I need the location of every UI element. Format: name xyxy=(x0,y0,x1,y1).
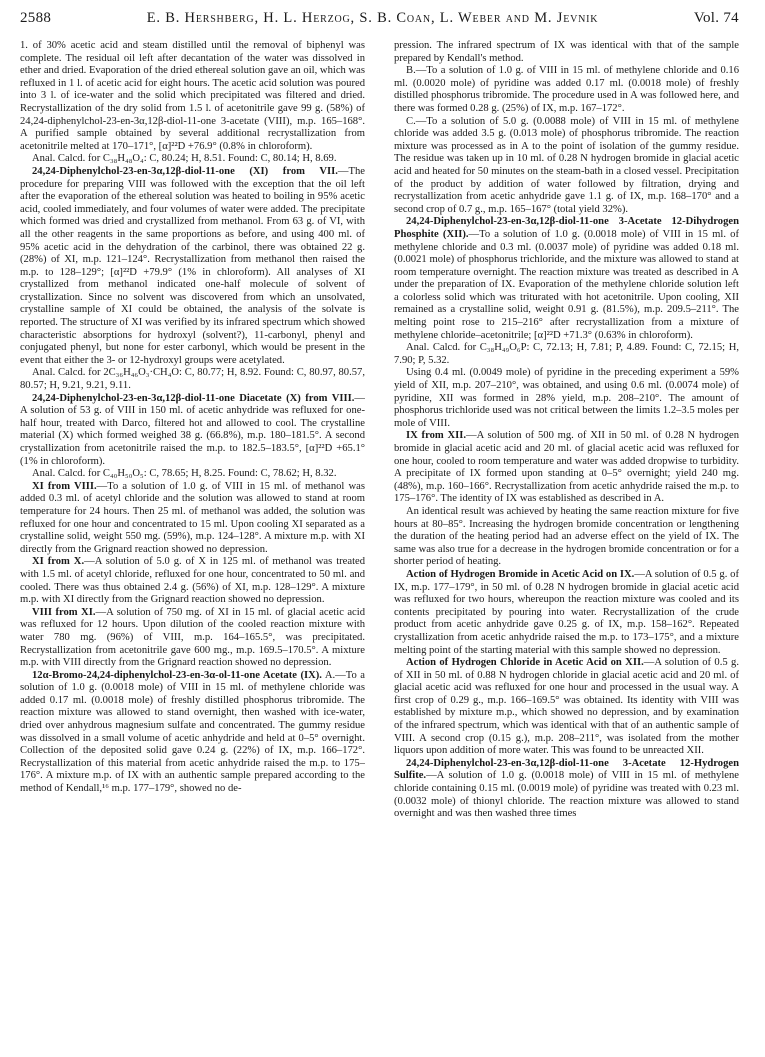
paragraph-text: B.—To a solution of 1.0 g. of VIII in 15 ml. of methylene chloride and 0.16 ml. (0.0020 mole) of pyridine was added 0.17 ml. (0.0018 mole) of freshly distilled phosphorus tribromide. The procedure used in A was followed here, and there was formed 0.28 g. (25%) of IX, m.p. 167–172°. xyxy=(394,65,739,114)
paragraph xyxy=(394,40,739,65)
paragraph-heading: VIII from XI. xyxy=(32,606,96,618)
paragraph-heading: XI from VIII. xyxy=(32,480,97,492)
paragraph xyxy=(20,670,365,796)
paragraph-text: —A solution of 0.5 g. of IX, m.p. 177–179°, in 50 ml. of 0.28 N hydrogen bromide in glacial acetic acid was refluxed for two hours, whereupon the reaction mixture was cooled and its contents precipitated by pouring into water. Recrystallization of the crude product from acetic anhydride gave 0.25 g. of IX, m.p. 158–162°. Repeated crystallization from acetic anhydride raised the m.p. to 173–175°, and a mixture melting point of the starting material with this sample showed no depression. xyxy=(394,568,739,656)
paragraph-text: Using 0.4 ml. (0.0049 mole) of pyridine in the preceding experiment a 59% yield of XII, m.p. 207–210°, was obtained, and using 0.6 ml. (0.0074 mole) of pyridine, XII was formed in 28% yield, m.p. 208–210°. The amount of phosphorus trichloride used was not critical between the limits 1.2–3.5 moles per mole of VIII. xyxy=(394,367,739,429)
paragraph-heading: XI from X. xyxy=(32,556,85,568)
left-column xyxy=(20,40,365,1050)
paragraph xyxy=(394,506,739,569)
paragraph-text: —A solution of 500 mg. of XII in 50 ml. of 0.28 N hydrogen bromide in glacial acetic acid and 20 ml. of glacial acetic acid was refluxed for one hour, cooled to room temperature and water was added dropwise to turbidity. A precipitate of IX formed upon standing at 0–5° overnight; yield 240 mg. (48%), m.p. 160–166°. Recrystallization from acetic anhydride raised the m.p. to 175–176°. The identity of IX was established as described in A. xyxy=(394,430,739,505)
paragraph xyxy=(394,758,739,821)
paragraph xyxy=(394,116,739,217)
paragraph xyxy=(20,556,365,606)
paragraph-heading: 24,24-Diphenylchol-23-en-3α,12β-diol-11-one 3-Acetate 12-Dihydrogen Phosphite (XII). xyxy=(394,216,739,240)
paragraph-heading: 24,24-Diphenylchol-23-en-3α,12β-diol-11-one Diacetate (X) from VIII. xyxy=(32,392,355,404)
paragraph-heading: Action of Hydrogen Bromide in Acetic Acid on IX. xyxy=(406,568,635,580)
right-column xyxy=(394,40,739,1050)
paragraph-text: —A solution of 5.0 g. of X in 125 ml. of methanol was treated with 1.5 ml. of acetyl chloride, refluxed for one hour, concentrated to 50 ml. and cooled. There was thus obtained 2.4 g. (56%) of XI, m.p. 128–129°. A mixture m.p. with XI directly from the Grignard reaction showed no depression. xyxy=(20,556,365,606)
paragraph xyxy=(394,430,739,506)
paragraph xyxy=(20,481,365,557)
paragraph-text: —To a solution of 1.0 g. (0.0018 mole) of VIII in 15 ml. of methylene chloride and 0.3 ml. (0.0037 mole) of pyridine was added 0.18 ml. (0.0021 mole) of phosphorus trichloride, and the mixture was allowed to stand at room temperature overnight. The reaction mixture was treated as described in A under the preparation of IX. Evaporation of the methylene chloride solution left a colorless solid which was triturated with hot acetonitrile. Upon cooling, XII remained as a crystalline solid, weight 0.91 g. (81.5%), m.p. 209.5–211°. The melting point rose to 215–216° after recrystallization from a mixture of methylene chloride–acetonitrile; [α]²²D +71.3° (0.63% in chloroform). xyxy=(394,228,739,341)
paragraph xyxy=(20,40,365,153)
paragraph-heading: 12α-Bromo-24,24-diphenylchol-23-en-3α-ol-11-one Acetate (IX). xyxy=(32,669,322,681)
paragraph-text: 1. of 30% acetic acid and steam distilled until the removal of biphenyl was complete. The residual oil left after decantation of the water was dissolved in ether and dried. Evaporation of the dried ethereal solution gave an oil, which was refluxed in 1 l. of acetic acid for eight hours. The acetic acid solution was poured into 3 l. of ice-water and the solid which precipitated was filtered and dried. Recrystallization of the dry solid from 1.5 l. of acetonitrile gave 99 g. (58%) of 24,24-diphenylchol-23-en-3α,12β-diol-11-one 3-acetate (VIII), m.p. 165–168°. A purified sample obtained by several additional recrystallization from acetonitrile melted at 170–171°, [α]²²D +76.9° (0.8% in chloroform). xyxy=(20,40,365,152)
paragraph-text: —To a solution of 1.0 g. of VIII in 15 ml. of methanol was added 0.3 ml. of acetyl chloride and the solution was allowed to stand at room temperature for 24 hours. Then 25 ml. of methanol was added, the solution was refluxed for one hour and concentrated to 15 ml. Upon cooling XI separated as a crystalline solid, weight 550 mg. (59%), m.p. 124–128°. A mixture m.p. with XI directly from the Grignard reaction showed no depression. xyxy=(20,480,365,555)
paragraph-text: —A solution of 0.5 g. of XII in 50 ml. of 0.88 N hydrogen chloride in glacial acetic acid and 20 ml. of glacial acetic acid was refluxed for one hour and processed in the usual way. A first crop of 0.29 g., m.p. 166–169.5° was obtained. Its identity with VIII was established by mixture m.p., which showed no depression, and by examination of the infrared spectrum, which was identical with that of an authentic sample of VIII. A second crop (0.15 g.), m.p. 208–211°, was isolated from the mother liquors upon addition of more water. This was found to be unreacted XII. xyxy=(394,657,739,757)
paragraph xyxy=(20,153,365,166)
paragraph-text: A.—To a solution of 1.0 g. (0.0018 mole) of VIII in 15 ml. of methylene chloride was added 0.17 ml. (0.0018 mole) of freshly distilled phosphorus tribromide. The reaction mixture was allowed to stand overnight, then washed with ice-water, dried over anhydrous magnesium sulfate and concentrated. The gummy residue was dissolved in a small volume of acetic anhydride and held at 0–5° overnight. Collection of the deposited solid gave 0.24 g. (22%) of IX, m.p. 166–172°. Recrystallization of this material from acetic anhydride raised the m.p. to 175–176°. A mixture m.p. of IX with an authentic sample prepared according to the method of Kendall,¹⁶ m.p. 177–179°, showed no de- xyxy=(20,669,365,795)
paragraph-heading: Action of Hydrogen Chloride in Acetic Acid on XII. xyxy=(406,657,644,669)
volume-label: Vol. 74 xyxy=(693,10,739,26)
paragraph xyxy=(20,393,365,469)
paragraph xyxy=(20,367,365,392)
paragraph-text: —A solution of 1.0 g. (0.0018 mole) of VIII in 15 ml. of methylene chloride containing 0.15 ml. (0.0019 mole) of pyridine was treated with 0.23 ml. (0.0032 mole) of thionyl chloride. The reaction mixture was allowed to stand overnight and was then washed three times xyxy=(394,770,739,820)
paragraph xyxy=(20,468,365,481)
running-title: E. B. Hershberg, H. L. Herzog, S. B. Coan, L. Weber and M. Jevnik xyxy=(146,10,599,26)
paragraph xyxy=(394,342,739,367)
paragraph-heading: 24,24-Diphenylchol-23-en-3α,12β-diol-11-one (XI) from VII. xyxy=(32,165,338,177)
paragraph xyxy=(20,166,365,368)
paragraph-text: Anal. Calcd. for C₃₈H₄₉O₆P: C, 72.13; H, 7.81; P, 4.89. Found: C, 72.15; H, 7.90; P, 5.32. xyxy=(394,342,739,366)
page-number: 2588 xyxy=(20,10,52,26)
paragraph-text: Anal. Calcd. for C₄₀H₅₀O₅: C, 78.65; H, 8.25. Found: C, 78.62; H, 8.32. xyxy=(32,468,337,480)
paragraph-text: —A solution of 53 g. of VIII in 150 ml. of acetic anhydride was refluxed for one-half hour, treated with Darco, filtered hot and allowed to cool. The crystalline material (X) which formed weighed 38 g. (66.8%), m.p. 180–181.5°. A second crystallization from acetonitrile raised the m.p. to 182.5–183.5°, [α]²²D +65.1° (1% in chloroform). xyxy=(20,392,365,467)
paragraph xyxy=(394,65,739,115)
paragraph-text: Anal. Calcd. for C₃₈H₄₈O₄: C, 80.24; H, 8.51. Found: C, 80.14; H, 8.69. xyxy=(32,153,337,165)
paragraph xyxy=(394,367,739,430)
paragraph-text: pression. The infrared spectrum of IX was identical with that of the sample prepared by Kendall's method. xyxy=(394,40,739,64)
page-header xyxy=(20,10,739,30)
paragraph-text: —A solution of 750 mg. of XI in 15 ml. of glacial acetic acid was refluxed for 12 hours. Upon dilution of the cooled reaction mixture with water 780 mg. (96%) of VIII, m.p. 164–165.5°, was precipitated. Recrystallization from acetonitrile gave 600 mg., m.p. 169.5–170.5°. A mixture m.p. with VIII directly from the Grignard reaction showed no depression. xyxy=(20,606,365,669)
paragraph-text: C.—To a solution of 5.0 g. (0.0088 mole) of VIII in 15 ml. of methylene chloride was added 3.5 g. (0.013 mole) of phosphorus tribromide. The reaction mixture was processed as in A to the point of isolation of the gummy residue. The residue was taken up in 10 ml. of 0.28 N hydrogen bromide in glacial acetic acid and heated for 50 minutes on the steam-bath in a closed vessel. Precipitation of the product by addition of water followed by filtration, drying and recrystallization from acetic anhydride gave 1.1 g. of IX, m.p. 168–170° and a second crop of 0.7 g., m.p. 165–167° (total yield 32%). xyxy=(394,115,739,215)
paragraph xyxy=(394,657,739,758)
paragraph-heading: IX from XII. xyxy=(406,430,467,442)
paragraph-text: —The procedure for preparing VIII was followed with the exception that the oil left after the evaporation of the ethereal solution was heated to boiling in 95% acetic acid, cooled immediately, and four volumes of water were added. The precipitate which formed was dried and crystallized from methanol. From 63 g. of VI, with all the other reagents in the same proportions as before, and using 400 ml. of 95% acetic acid in the dehydration of the carbinol, there was obtained 22 g. (28%) of XI, m.p. 121–124°. Recrystallization from methanol then raised the m.p. to 128–129°; [α]²²D +79.9° (1% in chloroform). All analyses of XI crystallized from methanol indicated one-half molecule of solvent of crystallization. Since no solvent was discovered from which an unsolvated, crystalline sample of XI could be obtained, the analysis of the solvate is reported. The structure of XI was verified by its infrared spectrum which showed characteristic absorptions for hydroxyl (solvent?), 11-carbonyl, phenyl and conjugated phenyl, but none for ester carbonyl, which would be present in the event that either the 3- or 12-hydroxyl groups were acetylated. xyxy=(20,165,365,366)
paragraph-text: Anal. Calcd. for 2C₃₆H₄₆O₃·CH₄O: C, 80.77; H, 8.92. Found: C, 80.97, 80.57, 80.57; H, 9.21, 9.21, 9.11. xyxy=(20,367,365,392)
paragraph xyxy=(20,607,365,670)
paragraph xyxy=(394,216,739,342)
paragraph-heading: 24,24-Diphenylchol-23-en-3α,12β-diol-11-one 3-Acetate 12-Hydrogen Sulfite. xyxy=(394,757,739,782)
paragraph xyxy=(394,569,739,657)
paragraph-text: An identical result was achieved by heating the same reaction mixture for five hours at 80–85°. Increasing the hydrogen bromide concentration or lengthening the duration of the heating period had an adverse effect on the yield of IX. The same was also true for a decrease in the hydrogen bromide concentration or for a shorter period of heating. xyxy=(394,505,739,568)
